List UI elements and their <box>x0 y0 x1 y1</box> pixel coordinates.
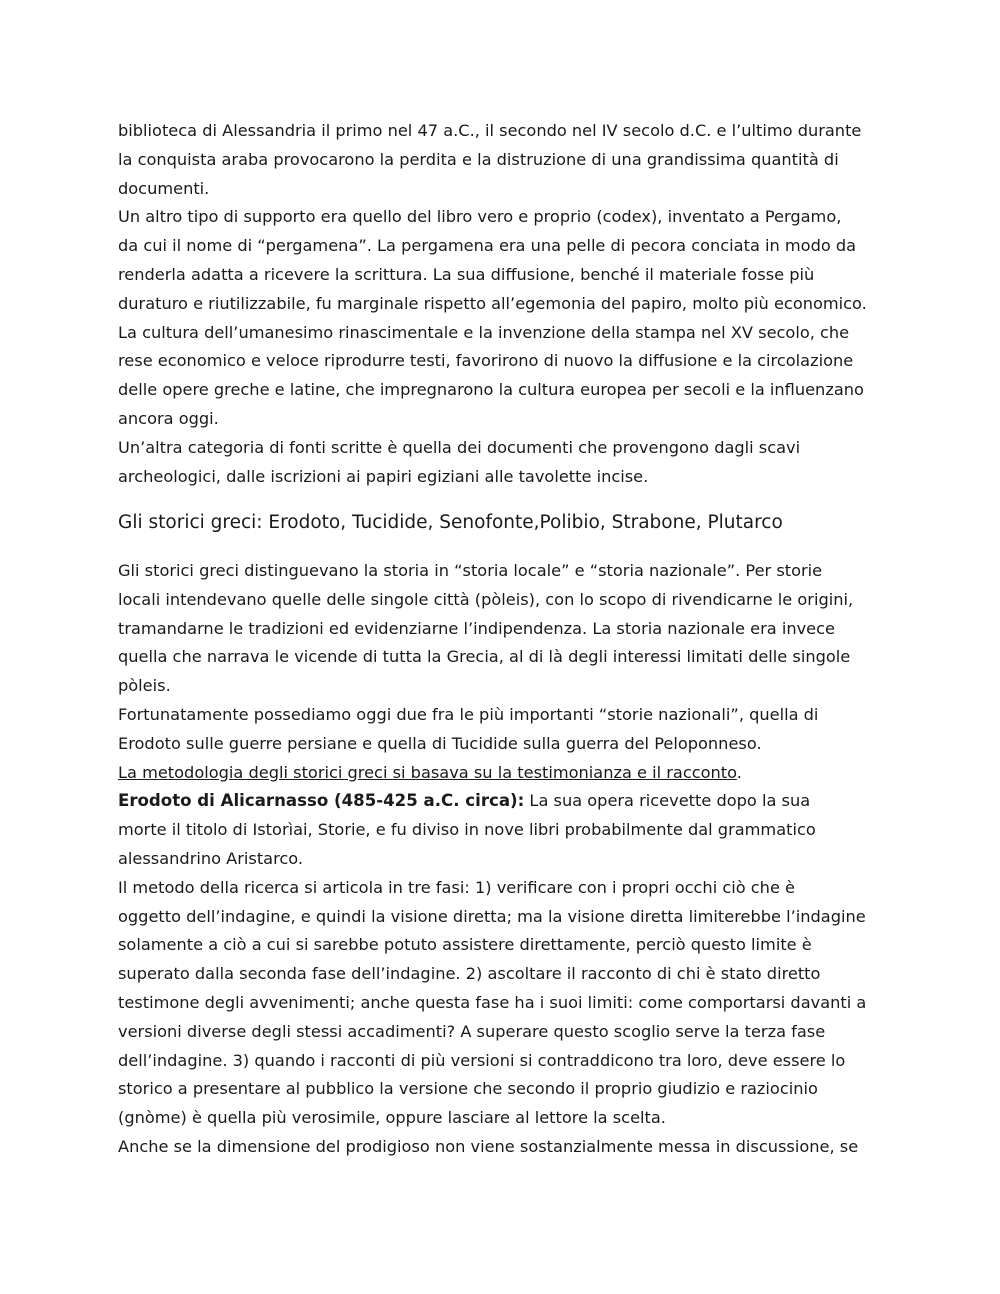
text-line: Fortunatamente possediamo oggi due fra le più importanti “storie nazionali”, quella di <box>118 704 819 724</box>
text-line: ancora oggi. <box>118 408 219 428</box>
text-line: quella che narrava le vicende di tutta la Grecia, al di là degli interessi limitati delle singole <box>118 647 851 667</box>
paragraph-block-intro <box>118 117 888 491</box>
erodoto-intro: La sua opera ricevette dopo la sua <box>524 791 811 811</box>
text-line: la conquista araba provocarono la perdita e la distruzione di una grandissima quantità di <box>118 149 839 169</box>
text-line: oggetto dell’indagine, e quindi la visione diretta; ma la visione diretta limiterebbe l’indagine <box>118 906 866 926</box>
text-line: morte il titolo di Istorìai, Storie, e fu diviso in nove libri probabilmente dal grammatico <box>118 820 816 840</box>
text-line: renderla adatta a ricevere la scrittura. La sua diffusione, benché il materiale fosse più <box>118 264 815 284</box>
methodology-line <box>118 759 888 788</box>
text-line: pòleis. <box>118 676 171 696</box>
text-line: Un’altra categoria di fonti scritte è quella dei documenti che provengono dagli scavi <box>118 437 801 457</box>
text-line: Gli storici greci distinguevano la storia in “storia locale” e “storia nazionale”. Per storie <box>118 561 823 580</box>
erodoto-line <box>118 787 888 816</box>
section-heading: Gli storici greci: Erodoto, Tucidide, Senofonte,Polibio, Strabone, Plutarco <box>118 512 783 533</box>
text-line: Un altro tipo di supporto era quello del libro vero e proprio (codex), inventato a Pergamo, <box>118 207 842 227</box>
text-line: locali intendevano quelle delle singole città (pòleis), con lo scopo di rivendicarne le origini, <box>118 589 854 609</box>
text-line: duraturo e riutilizzabile, fu marginale rispetto all’egemonia del papiro, molto più economico. <box>118 293 867 313</box>
paragraph-block-storici <box>118 557 888 1162</box>
text-line: Il metodo della ricerca si articola in tre fasi: 1) verificare con i propri occhi ciò che è <box>118 877 796 897</box>
text-line: da cui il nome di “pergamena”. La pergamena era una pelle di pecora conciata in modo da <box>118 236 857 256</box>
methodology-period: . <box>736 762 742 782</box>
text-line: versioni diverse degli stessi accadimenti? A superare questo scoglio serve la terza fase <box>118 1021 826 1041</box>
text-line: rese economico e veloce riprodurre testi, favorirono di nuovo la diffusione e la circolazione <box>118 351 854 371</box>
text-line: biblioteca di Alessandria il primo nel 47 a.C., il secondo nel IV secolo d.C. e l’ultimo durante <box>118 121 862 140</box>
text-line: storico a presentare al pubblico la versione che secondo il proprio giudizio e raziocinio <box>118 1079 818 1099</box>
text-line: documenti. <box>118 178 210 198</box>
text-line: alessandrino Aristarco. <box>118 848 304 868</box>
text-line: La cultura dell’umanesimo rinascimentale e la invenzione della stampa nel XV secolo, che <box>118 322 850 342</box>
text-line: dell’indagine. 3) quando i racconti di più versioni si contraddicono tra loro, deve essere lo <box>118 1050 846 1070</box>
text-line: (gnòme) è quella più verosimile, oppure lasciare al lettore la scelta. <box>118 1108 666 1128</box>
erodoto-title: Erodoto di Alicarnasso (485-425 a.C. circa): <box>118 791 525 811</box>
methodology-underlined: La metodologia degli storici greci si basava su la testimonianza e il racconto <box>118 762 737 782</box>
text-line: solamente a ciò a cui si sarebbe potuto assistere direttamente, perciò questo limite è <box>118 935 812 955</box>
text-line: Erodoto sulle guerre persiane e quella di Tucidide sulla guerra del Peloponneso. <box>118 733 762 753</box>
text-line: delle opere greche e latine, che impregnarono la cultura europea per secoli e la influenzano <box>118 380 864 400</box>
text-line: tramandarne le tradizioni ed evidenziarne l’indipendenza. La storia nazionale era invece <box>118 618 835 638</box>
text-line: superato dalla seconda fase dell’indagine. 2) ascoltare il racconto di chi è stato diretto <box>118 964 821 984</box>
text-line: archeologici, dalle iscrizioni ai papiri egiziani alle tavolette incise. <box>118 466 649 486</box>
text-line: testimone degli avvenimenti; anche questa fase ha i suoi limiti: come comportarsi davanti a <box>118 992 867 1012</box>
text-line: Anche se la dimensione del prodigioso non viene sostanzialmente messa in discussione, se <box>118 1136 859 1156</box>
